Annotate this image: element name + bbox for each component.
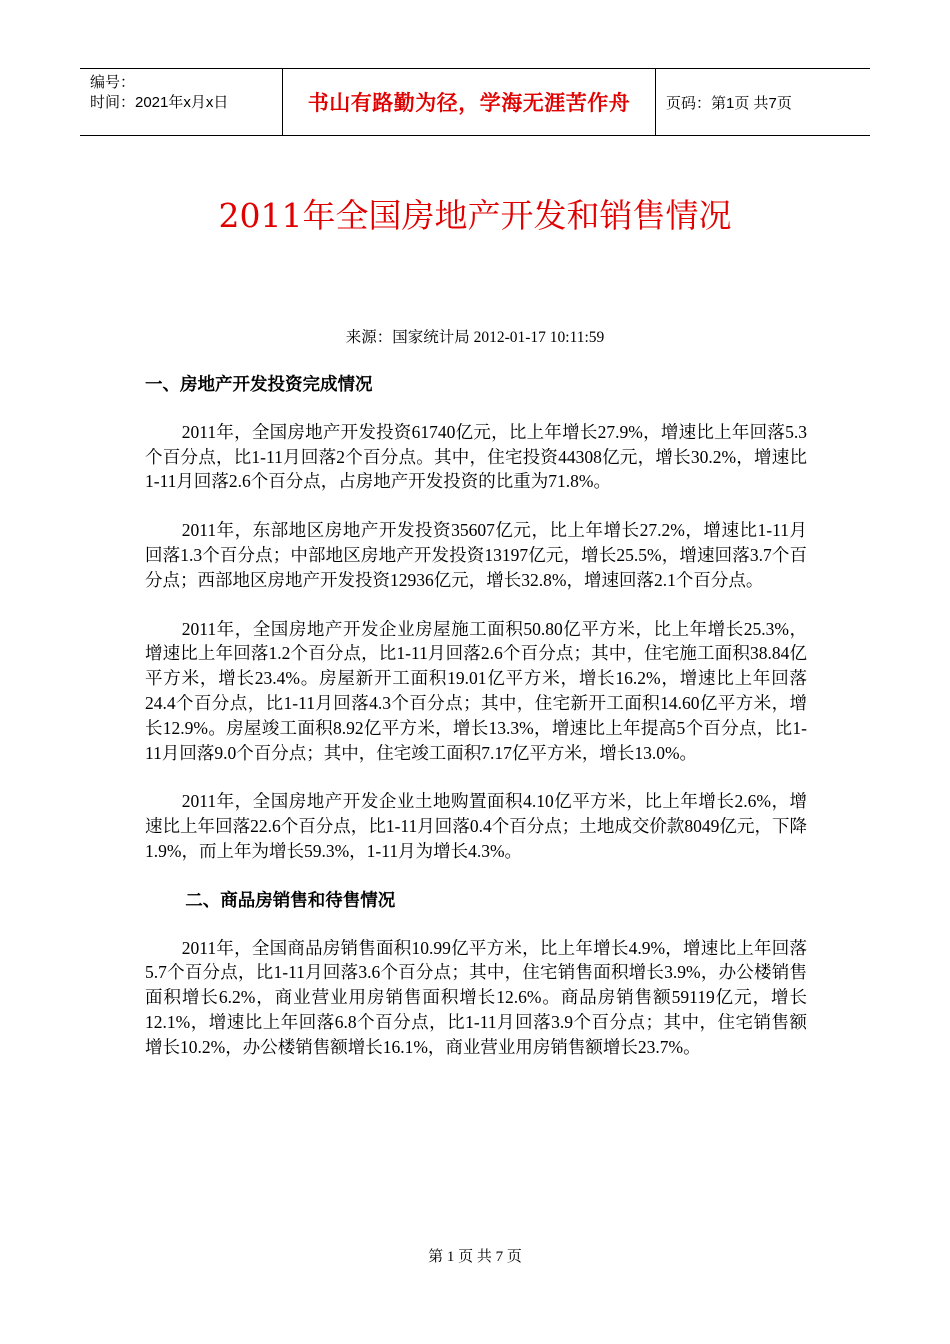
- source-line: 来源：国家统计局 2012-01-17 10:11:59: [345, 329, 605, 346]
- document-body: [145, 372, 807, 1060]
- time-label: 时间：2021年x月x日: [90, 94, 229, 111]
- section-heading: 一、房地产开发投资完成情况: [145, 374, 373, 394]
- paragraph: 2011年，全国商品房销售面积10.99亿平方米，比上年增长4.9%，增速比上年回落5.7个百分点，比1-11月回落3.6个百分点；其中，住宅销售面积增长3.9%，办公楼销售面积增长6.2%，商业营业用房销售面积增长12.6%。商品房销售额59119亿元，增长12.1%，增速比上年回落6.8个百分点，比1-11月回落3.9个百分点；其中，住宅销售额增长10.2%，办公楼销售额增长16.1%，商业营业用房销售额增长23.7%。: [145, 937, 807, 1057]
- paragraph: 2011年，全国房地产开发企业土地购置面积4.10亿平方米，比上年增长2.6%，增速比上年回落22.6个百分点，比1-11月回落0.4个百分点；土地成交价款8049亿元，下降1.9%，而上年为增长59.3%，1-11月为增长4.3%。: [145, 791, 807, 861]
- header-motto: 书山有路勤为径，学海无涯苦作舟: [307, 91, 631, 115]
- paragraph: 2011年，全国房地产开发企业房屋施工面积50.80亿平方米，比上年增长25.3%，增速比上年回落1.2个百分点，比1-11月回落2.6个百分点；其中，住宅施工面积38.84亿平方米，增长23.4%。房屋新开工面积19.01亿平方米，增长16.2%，增速比上年回落24.4个百分点，比1-11月回落4.3个百分点；其中，住宅新开工面积14.60亿平方米，增长12.9%。房屋竣工面积8.92亿平方米，增长13.3%，增速比上年提高5个百分点，比1-11月回落9.0个百分点；其中，住宅竣工面积7.17亿平方米，增长13.0%。: [145, 618, 807, 763]
- paragraph: 2011年，全国房地产开发投资61740亿元，比上年增长27.9%，增速比上年回落5.3个百分点，比1-11月回落2个百分点。其中，住宅投资44308亿元，增长30.2%，增速比1-11月回落2.6个百分点，占房地产开发投资的比重为71.8%。: [145, 421, 807, 492]
- header-motto-cell: [282, 69, 656, 135]
- paragraph: 2011年，东部地区房地产开发投资35607亿元，比上年增长27.2%，增速比1-11月回落1.3个百分点；中部地区房地产开发投资13197亿元，增长25.5%，增速回落3.7个百分点；西部地区房地产开发投资12936亿元，增长32.8%，增速回落2.1个百分点。: [145, 520, 807, 590]
- number-label: 编号：: [90, 74, 136, 91]
- document-title: 2011年全国房地产开发和销售情况: [218, 196, 732, 235]
- document-header: [80, 68, 870, 136]
- page-footer: 第 1 页 共 7 页: [428, 1249, 522, 1265]
- header-meta: [80, 69, 282, 135]
- header-page-info: 页码：第1页 共7页: [666, 94, 792, 112]
- section-sales: [145, 888, 807, 1060]
- section-investment: [145, 372, 807, 864]
- section-heading: 二、商品房销售和待售情况: [185, 889, 396, 910]
